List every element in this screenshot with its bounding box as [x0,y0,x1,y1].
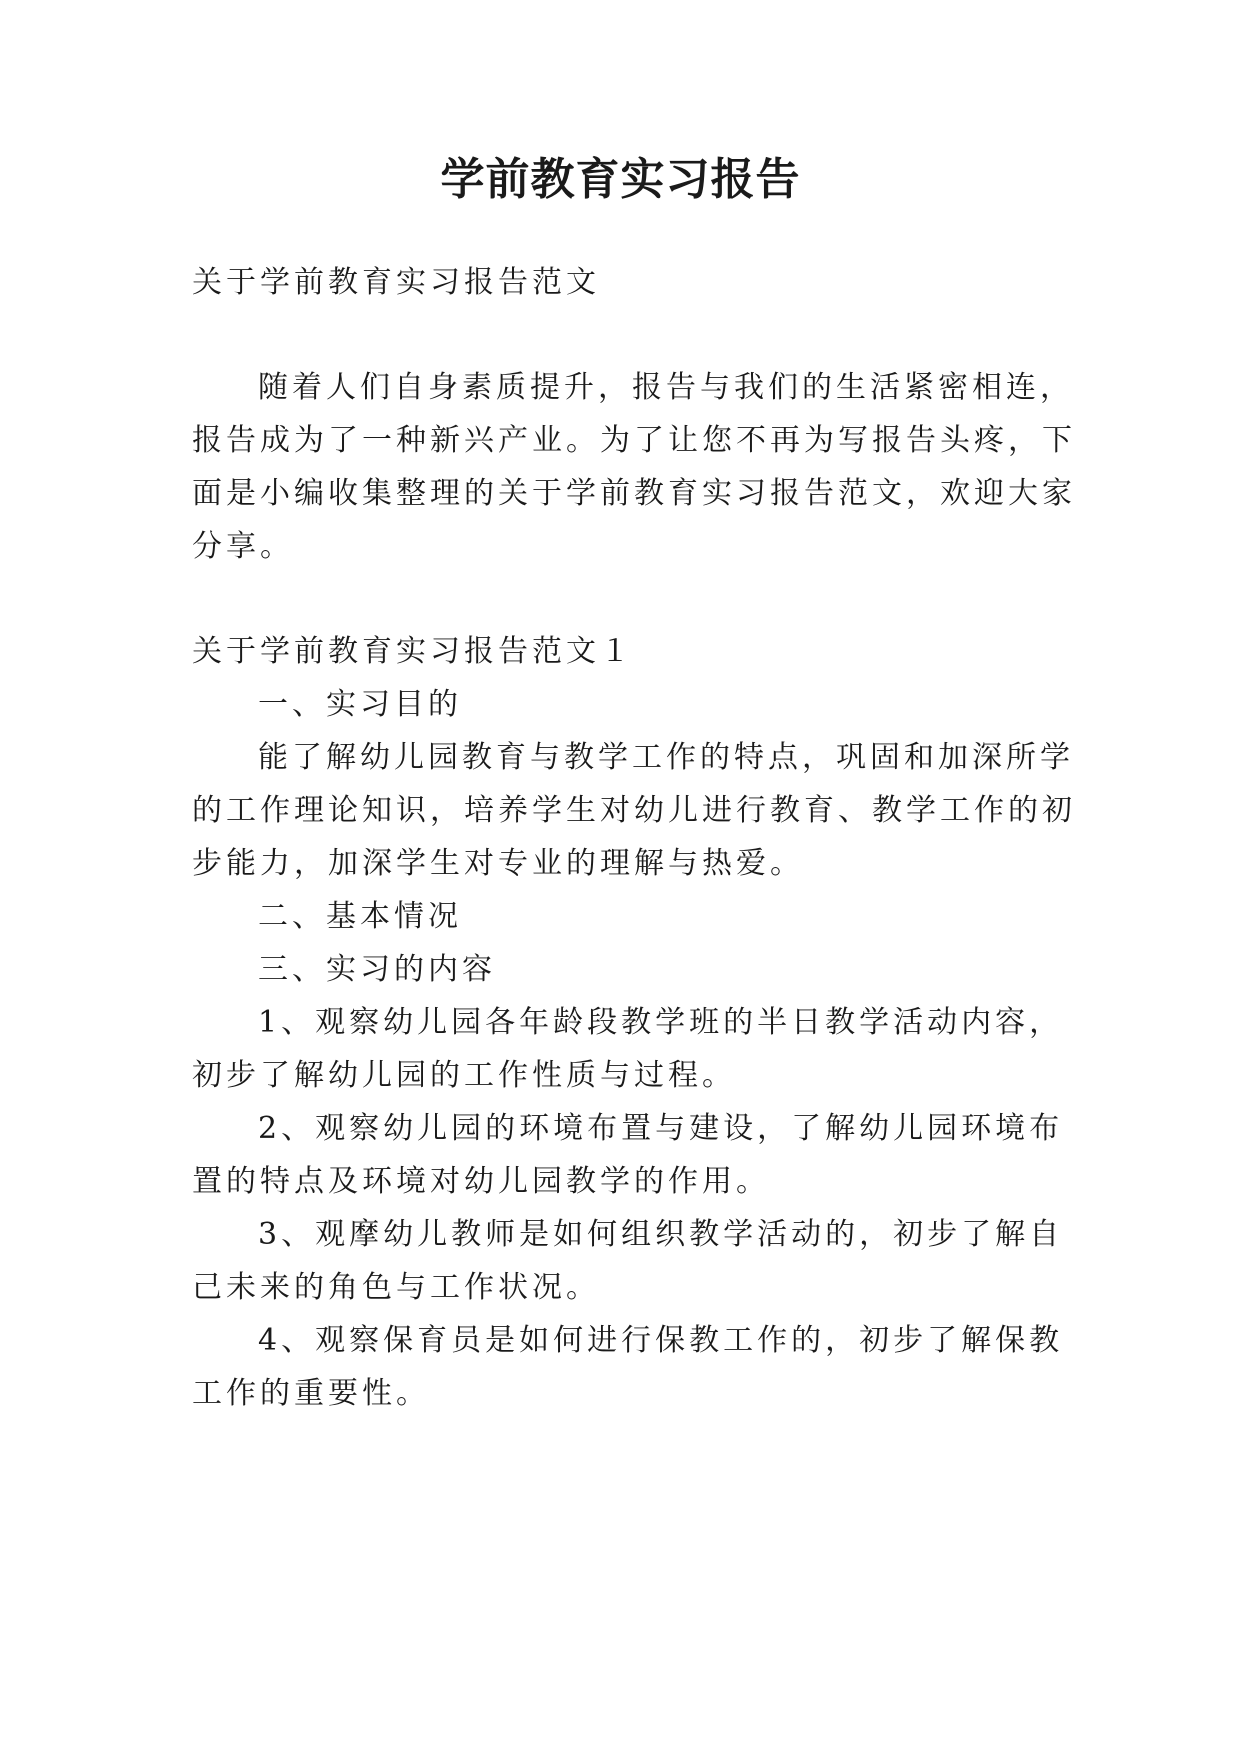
content-line: 己未来的角色与工作状况。 [192,1270,600,1305]
purpose-line: 能了解幼儿园教育与教学工作的特点，巩固和加深所学 [258,740,1074,775]
content-line: 工作的重要性。 [192,1376,430,1411]
content-line: 初步了解幼儿园的工作性质与过程。 [192,1058,736,1093]
purpose-line: 的工作理论知识，培养学生对幼儿进行教育、教学工作的初 [192,793,1076,828]
subtitle: 关于学前教育实习报告范文 [192,265,600,300]
purpose-line: 步能力，加深学生对专业的理解与热爱。 [192,846,804,881]
content-line: 3、观摩幼儿教师是如何组织教学活动的，初步了解自 [258,1217,1064,1252]
section-heading: 关于学前教育实习报告范文１ [192,634,634,669]
content-line: 4、观察保育员是如何进行保教工作的，初步了解保教 [258,1323,1064,1358]
content-line: 2、观察幼儿园的环境布置与建设，了解幼儿园环境布 [258,1111,1064,1146]
intro-line: 分享。 [192,529,294,564]
intro-line: 随着人们自身素质提升，报告与我们的生活紧密相连， [258,370,1074,405]
content-line: 1、观察幼儿园各年龄段教学班的半日教学活动内容， [258,1005,1064,1040]
item-three-heading: 三、实习的内容 [258,952,496,987]
content-line: 置的特点及环境对幼儿园教学的作用。 [192,1164,770,1199]
item-one-heading: 一、实习目的 [258,687,462,722]
intro-line: 面是小编收集整理的关于学前教育实习报告范文，欢迎大家 [192,476,1076,511]
intro-line: 报告成为了一种新兴产业。为了让您不再为写报告头疼，下 [192,423,1076,458]
document-title: 学前教育实习报告 [440,154,801,205]
item-two-heading: 二、基本情况 [258,899,462,934]
